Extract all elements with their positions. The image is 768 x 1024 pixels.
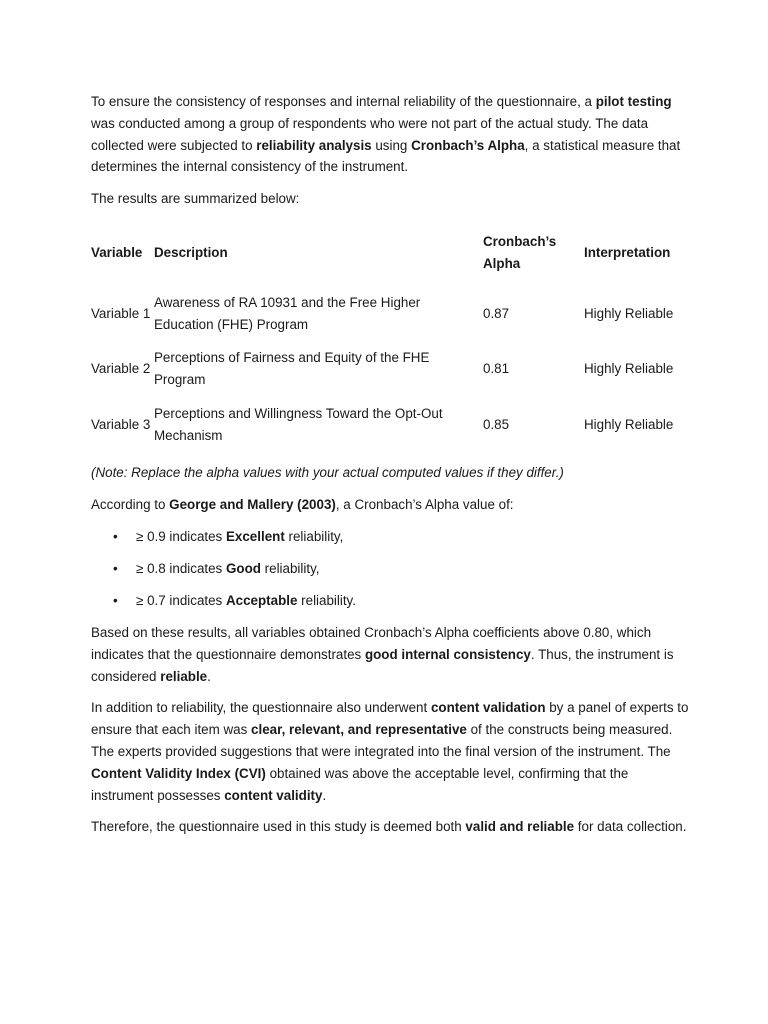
- validation-text-4: obtained was above the acceptable level, confirming that the instrument possesses: [91, 765, 629, 803]
- based-text-2: . Thus, the instrument is considered: [91, 646, 674, 684]
- note-italic: (Note: Replace the alpha values with your actual computed values if they differ.): [91, 465, 564, 481]
- bullet-icon: •: [113, 561, 118, 577]
- table-row: [91, 341, 691, 397]
- intro-text-1: To ensure the consistency of responses and internal reliability of the questionnaire, a: [91, 94, 596, 109]
- according-text-2: , a Cronbach’s Alpha value of:: [335, 497, 514, 513]
- according-text-1: According to: [91, 497, 170, 513]
- reliability-table: [91, 220, 691, 453]
- header-cronbach-alpha: Cronbach’s Alpha: [483, 234, 557, 271]
- criteria-level: Good: [225, 561, 261, 577]
- validation-text-1: In addition to reliability, the questionnaire also underwent: [91, 700, 431, 716]
- table-row: [91, 286, 691, 342]
- criteria-level: Acceptable: [225, 593, 298, 609]
- criteria-text-pre: ≥ 0.9 indicates: [136, 529, 226, 545]
- bullet-icon: •: [113, 529, 118, 545]
- intro-text-2: was conducted among a group of respondents who were not part of the actual study. The data collected were subjected to: [91, 115, 649, 153]
- note-text: [91, 462, 691, 484]
- criteria-list: [91, 526, 691, 612]
- intro-bold-reliability-analysis: reliability analysis: [256, 137, 372, 153]
- validation-bold-criteria: clear, relevant, and representative: [251, 722, 467, 738]
- row-alpha: 0.87: [483, 305, 510, 321]
- header-description: Description: [154, 245, 228, 261]
- based-text-3: .: [207, 668, 211, 684]
- validation-paragraph: [91, 697, 691, 806]
- table-row: [91, 397, 691, 453]
- table-header-row: [91, 220, 691, 286]
- row-interpretation: Highly Reliable: [584, 361, 674, 377]
- row-description: Perceptions and Willingness Toward the Opt-Out Mechanism: [154, 405, 443, 443]
- conclusion-paragraph: [91, 816, 691, 838]
- bullet-icon: •: [113, 593, 118, 609]
- criteria-text-post: reliability,: [284, 529, 344, 545]
- criteria-text-post: reliability.: [297, 593, 356, 609]
- intro-bold-cronbach-alpha: Cronbach’s Alpha: [411, 137, 525, 153]
- row-variable: Variable 1: [91, 305, 151, 321]
- criteria-text-pre: ≥ 0.8 indicates: [136, 561, 226, 577]
- validation-bold-content-validation: content validation: [430, 700, 546, 716]
- row-description: Perceptions of Fairness and Equity of the FHE Program: [154, 350, 430, 388]
- based-text-1: Based on these results, all variables obtained Cronbach’s Alpha coefficients above 0.80, which indicates that the questionnaire demonstrates: [91, 625, 652, 662]
- list-item: [91, 590, 691, 612]
- list-item: [91, 558, 691, 580]
- validation-text-5: .: [322, 787, 327, 803]
- intro-text-3: using: [371, 137, 412, 153]
- based-paragraph: [91, 622, 691, 687]
- header-variable: Variable: [91, 245, 143, 261]
- based-bold-reliable: reliable: [160, 668, 208, 684]
- validation-bold-cvi: Content Validity Index (CVI): [91, 765, 266, 781]
- criteria-level: Excellent: [225, 529, 285, 545]
- based-bold-internal-consistency: good internal consistency: [364, 646, 531, 662]
- validation-text-2: by a panel of experts to ensure that each item was: [91, 700, 689, 738]
- validation-bold-content-validity: content validity: [224, 787, 323, 803]
- criteria-text-pre: ≥ 0.7 indicates: [136, 593, 226, 609]
- row-description: Awareness of RA 10931 and the Free Higher Education (FHE) Program: [154, 294, 421, 332]
- row-variable: Variable 2: [91, 361, 151, 377]
- document-page: [91, 91, 691, 848]
- list-item: [91, 526, 691, 548]
- intro-text-4: , a statistical measure that determines the internal consistency of the instrument.: [91, 137, 681, 175]
- row-interpretation: Highly Reliable: [584, 305, 674, 321]
- validation-text-3: of the constructs being measured. The experts provided suggestions that were integrated into the final version of the instrument. The: [91, 722, 673, 760]
- intro-paragraph: [91, 91, 691, 178]
- according-paragraph: [91, 494, 691, 516]
- row-alpha: 0.85: [483, 416, 510, 432]
- summary-text: The results are summarized below:: [91, 191, 300, 207]
- row-variable: Variable 3: [91, 416, 151, 432]
- conclusion-text-2: for data collection.: [574, 819, 687, 835]
- row-interpretation: Highly Reliable: [584, 416, 674, 432]
- criteria-text-post: reliability,: [260, 561, 320, 577]
- according-bold-citation: George and Mallery (2003): [169, 497, 336, 513]
- header-interpretation: Interpretation: [584, 245, 671, 261]
- conclusion-bold-valid-reliable: valid and reliable: [465, 819, 575, 835]
- conclusion-text-1: Therefore, the questionnaire used in this study is deemed both: [91, 819, 466, 835]
- row-alpha: 0.81: [483, 361, 510, 377]
- intro-bold-pilot-testing: pilot testing: [595, 94, 672, 109]
